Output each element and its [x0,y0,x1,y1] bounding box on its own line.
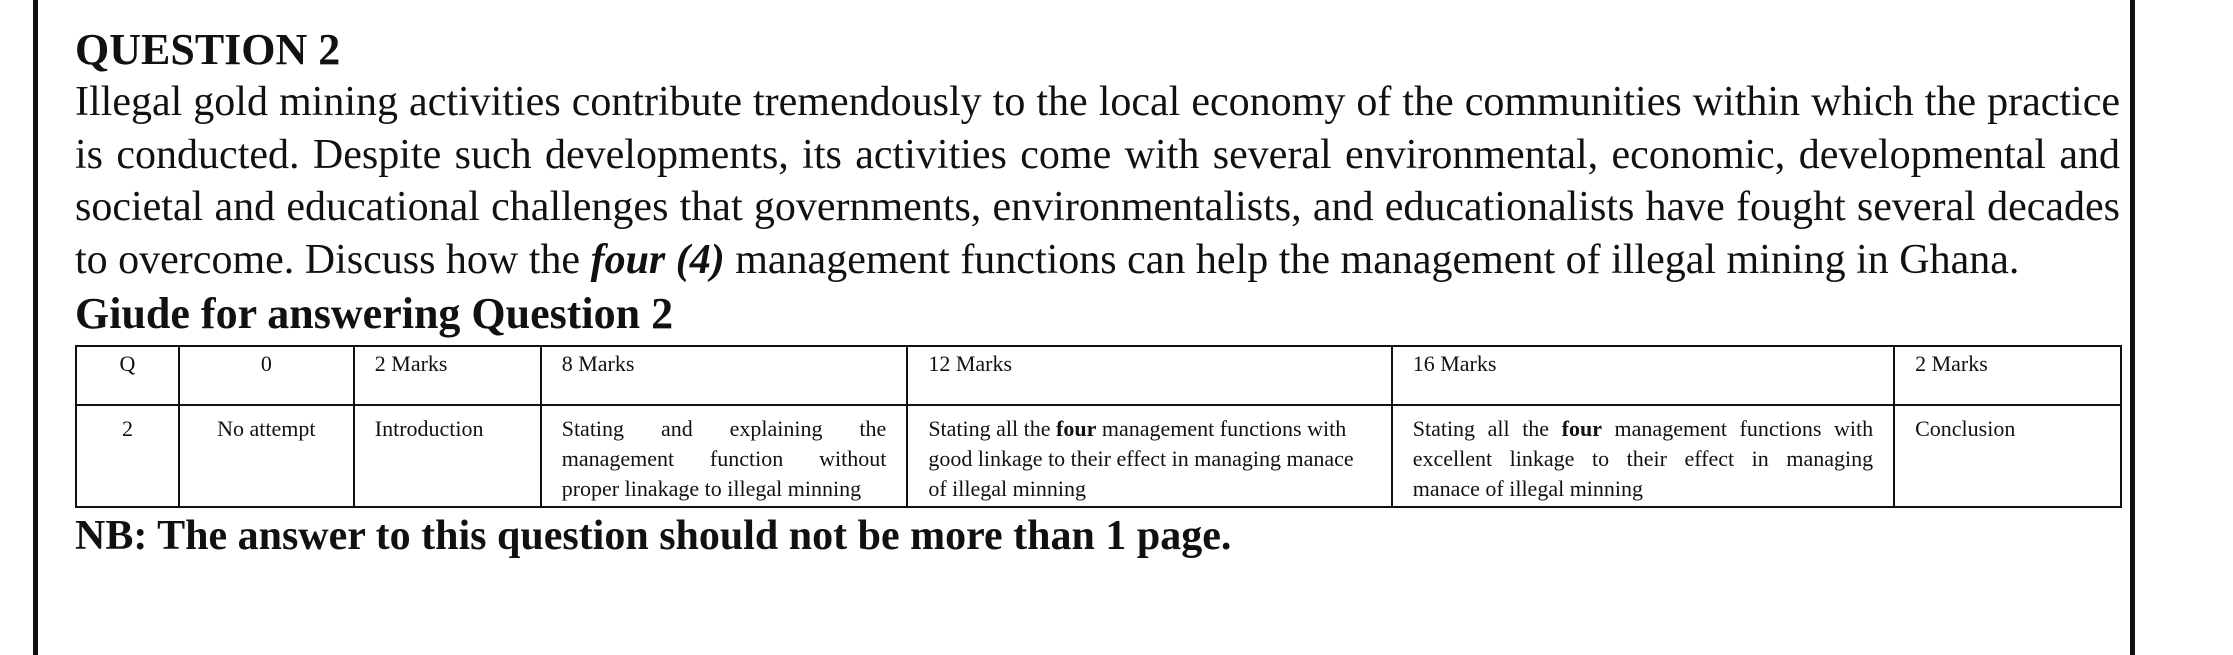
header-cell-2-marks: 2 Marks [354,346,541,405]
question-title: QUESTION 2 [75,25,341,74]
header-cell-16-marks: 16 Marks [1392,346,1894,405]
cell-16-text-2: management functions with excellent linkage to their effect in managing manace of illegal minning [1412,416,1874,501]
cell-q: 2 [76,405,179,507]
question-section [75,24,2120,562]
cell-12-text-2: management functions with good linkage to their effect in managing manace of illegal minning [928,416,1354,501]
cell-12-bold: four [1056,416,1097,441]
question-emphasis: four (4) [590,236,725,283]
cell-conclusion: Conclusion [1894,405,2121,507]
cell-16-marks-criteria [1392,405,1894,507]
cell-introduction: Introduction [354,405,541,507]
cell-12-text-1: Stating all the [928,416,1057,441]
table-header-row [76,346,2121,405]
header-cell-q: Q [76,346,179,405]
header-cell-12-marks: 12 Marks [907,346,1391,405]
cell-16-bold: four [1561,416,1602,441]
cell-12-marks-criteria [907,405,1391,507]
table-row [76,405,2121,507]
page-border-left [33,0,38,655]
question-body [75,76,2120,286]
note-text: NB: The answer to this question should not be more than 1 page. [75,513,1232,559]
marking-guide-table [75,345,2122,508]
header-cell-2-marks-conclusion: 2 Marks [1894,346,2121,405]
page-border-right [2130,0,2135,655]
header-cell-0: 0 [179,346,354,405]
cell-no-attempt: No attempt [179,405,354,507]
question-body-text-2: management functions can help the management of illegal mining in Ghana. [724,236,2020,283]
guide-title: Giude for answering Question 2 [75,289,674,338]
cell-8-marks-criteria: Stating and explaining the management function without proper linakage to illegal minning [541,405,908,507]
cell-16-text-1: Stating all the [1412,416,1562,441]
header-cell-8-marks: 8 Marks [541,346,908,405]
question-body-text-1: Illegal gold mining activities contribute tremendously to the local economy of the communities within which the practice is conducted. Despite such developments, its activities come with several environmental, economic, developmental and societal and educational challenges that governments, environmentalists, and educationalists have fought several decades to overcome. Discuss how the [75,79,2120,283]
